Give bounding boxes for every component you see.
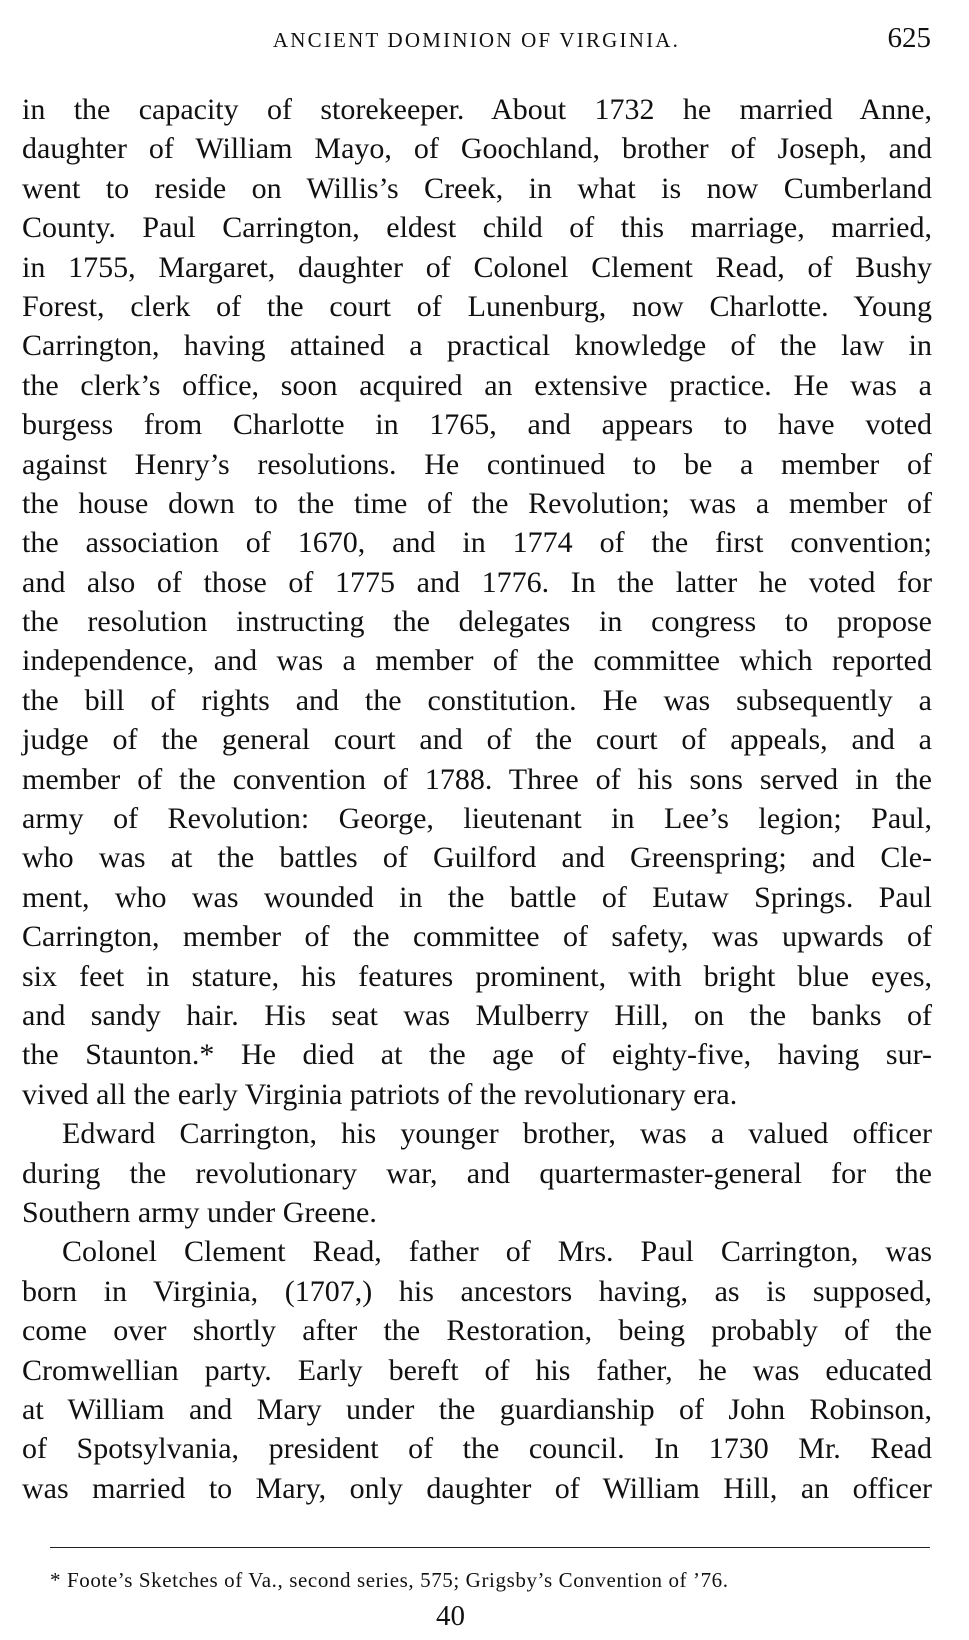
text-line: at William and Mary under the guardianship of John Robinson, [22, 1392, 932, 1426]
text-line: Edward Carrington, his younger brother, was a valued officer [62, 1117, 932, 1151]
page-number: 625 [887, 22, 931, 54]
text-line: the Staunton.* He died at the age of eighty-five, having sur- [22, 1038, 932, 1072]
text-line: was married to Mary, only daughter of William Hill, an officer [22, 1471, 932, 1505]
text-line: County. Paul Carrington, eldest child of this marriage, married, [22, 211, 932, 245]
text-line: Colonel Clement Read, father of Mrs. Paul Carrington, was [62, 1235, 932, 1269]
text-line: in 1755, Margaret, daughter of Colonel Clement Read, of Bushy [22, 250, 932, 284]
text-line: and sandy hair. His seat was Mulberry Hill, on the banks of [22, 998, 932, 1032]
running-title: ANCIENT DOMINION OF VIRGINIA. [272, 28, 681, 52]
text-line: member of the convention of 1788. Three of his sons served in the [22, 762, 932, 796]
text-line: the bill of rights and the constitution. He was subsequently a [22, 683, 932, 717]
footnote-divider [50, 1547, 930, 1548]
signature-mark: 40 [436, 1600, 465, 1632]
text-line: Cromwellian party. Early bereft of his father, he was educated [22, 1353, 932, 1387]
text-line: burgess from Charlotte in 1765, and appears to have voted [22, 408, 932, 442]
text-line: of Spotsylvania, president of the council. In 1730 Mr. Read [22, 1432, 932, 1466]
text-line: and also of those of 1775 and 1776. In the latter he voted for [22, 565, 932, 599]
text-line: born in Virginia, (1707,) his ancestors having, as is supposed, [22, 1274, 932, 1308]
text-line: during the revolutionary war, and quartermaster-general for the [22, 1156, 932, 1190]
text-line: who was at the battles of Guilford and Greenspring; and Cle- [22, 841, 932, 875]
text-line: Carrington, having attained a practical knowledge of the law in [22, 329, 932, 363]
text-line: in the capacity of storekeeper. About 1732 he married Anne, [22, 93, 932, 126]
body-text [22, 90, 932, 1508]
text-line: Southern army under Greene. [22, 1195, 377, 1229]
text-line: vived all the early Virginia patriots of the revolutionary era. [22, 1077, 738, 1111]
text-line: daughter of William Mayo, of Goochland, brother of Joseph, and [22, 132, 932, 166]
text-line: the house down to the time of the Revolution; was a member of [22, 486, 932, 520]
text-line: went to reside on Willis’s Creek, in what is now Cumberland [22, 171, 932, 205]
text-line: come over shortly after the Restoration, being probably of the [22, 1314, 932, 1348]
text-line: independence, and was a member of the committee which reported [22, 644, 932, 678]
running-head [22, 22, 931, 62]
text-line: judge of the general court and of the court of appeals, and a [22, 723, 932, 757]
text-line: Carrington, member of the committee of safety, was upwards of [22, 920, 932, 954]
text-line: the association of 1670, and in 1774 of the first convention; [22, 526, 932, 560]
text-line: six feet in stature, his features prominent, with bright blue eyes, [22, 959, 932, 993]
footnote: * Foote’s Sketches of Va., second series, 575; Grigsby’s Convention of ’76. [50, 1568, 729, 1592]
text-line: ment, who was wounded in the battle of Eutaw Springs. Paul [22, 880, 932, 914]
text-line: the clerk’s office, soon acquired an extensive practice. He was a [22, 368, 932, 402]
text-line: Forest, clerk of the court of Lunenburg, now Charlotte. Young [22, 289, 932, 323]
text-line: against Henry’s resolutions. He continued to be a member of [22, 447, 932, 481]
text-line: the resolution instructing the delegates in congress to propose [22, 605, 932, 639]
text-line: army of Revolution: George, lieutenant in Lee’s legion; Paul, [22, 802, 932, 836]
